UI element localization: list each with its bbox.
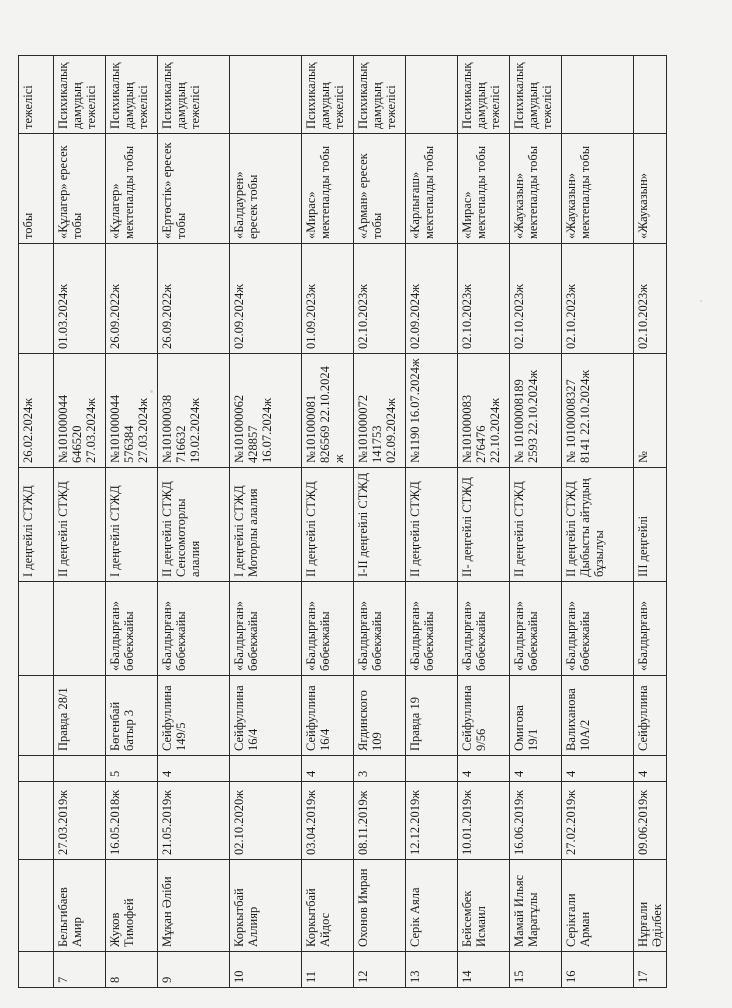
cell-date: 01.09.2023ж	[302, 244, 354, 354]
cell-note: Психикалық дамудың тежелісі	[458, 56, 510, 134]
cell-num: 10	[230, 952, 302, 988]
cell-doc: №101000044 646520 27.03.2024ж	[54, 354, 106, 468]
cell-date: 02.09.2024ж	[406, 244, 458, 354]
cell-fam: 4	[562, 756, 634, 782]
cell-garden: «Балдырған» бөбекжайы	[302, 582, 354, 676]
table-row	[406, 56, 458, 988]
cell-doc: №101000038 716632 19.02.2024ж	[158, 354, 230, 468]
cell-doc: №101000072 141753 02.09.2024ж	[354, 354, 406, 468]
cell-garden: «Балдырған» бөбекжайы	[458, 582, 510, 676]
header-cell	[19, 756, 54, 782]
cell-garden: «Балдырған» бөбекжайы	[158, 582, 230, 676]
cell-group: «Құлагер» ересек тобы	[54, 134, 106, 244]
cell-num: 7	[54, 952, 106, 988]
cell-date: 02.10.2023ж	[458, 244, 510, 354]
cell-name: Серікғали Арман	[562, 860, 634, 952]
cell-fam	[54, 756, 106, 782]
cell-date: 26.09.2022ж	[106, 244, 158, 354]
cell-note: Психикалық дамудың тежелісі	[158, 56, 230, 134]
cell-dob: 16.05.2018ж	[106, 782, 158, 860]
cell-date: 26.09.2022ж	[158, 244, 230, 354]
cell-num: 9	[158, 952, 230, 988]
cell-fam: 4	[634, 756, 667, 782]
cell-note: Психикалық дамудың тежелісі	[54, 56, 106, 134]
header-cell	[19, 860, 54, 952]
table-row	[562, 56, 634, 988]
cell-dob: 12.12.2019ж	[406, 782, 458, 860]
cell-addr: Сейфуллина	[634, 676, 667, 756]
cell-diag: II деңгейлі СТЖД Сенсомоторлы алалия	[158, 468, 230, 582]
cell-garden: «Балдырған»	[634, 582, 667, 676]
cell-addr: Омигова 19/1	[510, 676, 562, 756]
table-body	[54, 56, 667, 988]
cell-fam: 4	[510, 756, 562, 782]
cell-dob: 27.03.2019ж	[54, 782, 106, 860]
cell-diag: III деңгейлі	[634, 468, 667, 582]
cell-doc: №	[634, 354, 667, 468]
header-cell	[19, 676, 54, 756]
cell-note: Психикалық дамудың тежелісі	[106, 56, 158, 134]
cell-diag: II деңгейлі СТЖД	[510, 468, 562, 582]
header-cell-document-date: 26.02.2024ж	[19, 354, 54, 468]
cell-addr: Бөгенбай батыр 3	[106, 676, 158, 756]
cell-note	[634, 56, 667, 134]
cell-group: «Карлығаш» мектепалды тобы	[406, 134, 458, 244]
cell-group: «Жауказын» мектепалды тобы	[510, 134, 562, 244]
cell-dob: 09.06.2019ж	[634, 782, 667, 860]
cell-diag: II деңгейлі СТЖД Дыбысты айтудың бұзылуы	[562, 468, 634, 582]
table-row	[458, 56, 510, 988]
cell-addr: Сейфуллина 149/5	[158, 676, 230, 756]
table-row	[230, 56, 302, 988]
cell-addr: Сейфуллина 16/4	[230, 676, 302, 756]
cell-num: 12	[354, 952, 406, 988]
cell-diag: I-II деңгейлі СТЖД	[354, 468, 406, 582]
cell-addr: Правда 19	[406, 676, 458, 756]
cell-name: Мұқан Әліби	[158, 860, 230, 952]
cell-note: Психикалық дамудың тежелісі	[510, 56, 562, 134]
cell-fam	[230, 756, 302, 782]
scan-speck	[150, 390, 153, 393]
cell-dob: 03.04.2019ж	[302, 782, 354, 860]
cell-fam	[406, 756, 458, 782]
cell-date: 02.10.2023ж	[634, 244, 667, 354]
cell-name: Коркытбай Айдос	[302, 860, 354, 952]
cell-date: 01.03.2024ж	[54, 244, 106, 354]
cell-note: Психикалық дамудың тежелісі	[302, 56, 354, 134]
cell-num: 15	[510, 952, 562, 988]
cell-group: «Балдаурен» ересек тобы	[230, 134, 302, 244]
cell-garden: «Балдырған» бөбекжайы	[562, 582, 634, 676]
header-cell	[19, 582, 54, 676]
cell-garden: «Балдырған» бөбекжайы	[354, 582, 406, 676]
scan-speck	[700, 300, 702, 302]
header-cell	[19, 782, 54, 860]
cell-doc: № 10100008189 2593 22.10.2024ж	[510, 354, 562, 468]
cell-dob: 08.11.2019ж	[354, 782, 406, 860]
cell-date: 02.09.2024ж	[230, 244, 302, 354]
cell-dob: 10.01.2019ж	[458, 782, 510, 860]
cell-name: Бельгибаев Амир	[54, 860, 106, 952]
cell-garden: «Балдырған» бөбекжайы	[406, 582, 458, 676]
cell-date: 02.10.2023ж	[354, 244, 406, 354]
cell-diag: I деңгейлі СТЖД	[106, 468, 158, 582]
table-row	[354, 56, 406, 988]
cell-diag: II деңгейлі СТЖД	[406, 468, 458, 582]
cell-diag: I деңгейлі СТЖД Моторлы алалия	[230, 468, 302, 582]
header-cell-note: тежелісі	[19, 56, 54, 134]
cell-num: 8	[106, 952, 158, 988]
cell-note	[406, 56, 458, 134]
children-register-table	[18, 55, 667, 988]
cell-addr: Сейфуллина 16/4	[302, 676, 354, 756]
cell-dob: 16.06.2019ж	[510, 782, 562, 860]
cell-name: Бейсембек Исмаил	[458, 860, 510, 952]
cell-doc: №101000044 576384 27.03.2024ж	[106, 354, 158, 468]
cell-garden: «Балдырған» бөбекжайы	[106, 582, 158, 676]
cell-doc: №101000062 428857 16.07.2024ж	[230, 354, 302, 468]
header-cell	[19, 952, 54, 988]
cell-dob: 27.02.2019ж	[562, 782, 634, 860]
cell-diag: II деңгейлі СТЖД	[302, 468, 354, 582]
cell-group: «Жауказын» мектепалды тобы	[562, 134, 634, 244]
cell-group: «Мирас» мектепалды тобы	[458, 134, 510, 244]
cell-date: 02.10.2023ж	[562, 244, 634, 354]
cell-num: 13	[406, 952, 458, 988]
cell-addr: Ягдинского 109	[354, 676, 406, 756]
table-row	[510, 56, 562, 988]
cell-addr: Правда 28/1	[54, 676, 106, 756]
table-row	[106, 56, 158, 988]
cell-doc: №1190 16.07.2024ж	[406, 354, 458, 468]
cell-fam: 4	[302, 756, 354, 782]
scan-speck	[520, 980, 522, 982]
table-row	[302, 56, 354, 988]
cell-name: Серік Аяла	[406, 860, 458, 952]
cell-doc: № 10100008327 8141 22.10.2024ж	[562, 354, 634, 468]
cell-dob: 21.05.2019ж	[158, 782, 230, 860]
cell-garden	[54, 582, 106, 676]
cell-group: «Мирас» мектепалды тобы	[302, 134, 354, 244]
cell-group: «Ертөстік» ересек тобы	[158, 134, 230, 244]
cell-group: «Құлагер» мектепалды тобы	[106, 134, 158, 244]
cell-date: 02.10.2023ж	[510, 244, 562, 354]
cell-fam: 3	[354, 756, 406, 782]
cell-fam: 4	[458, 756, 510, 782]
cell-name: Нұрғали Әділбек	[634, 860, 667, 952]
header-cell	[19, 244, 54, 354]
cell-num: 16	[562, 952, 634, 988]
table-row	[158, 56, 230, 988]
header-cell-group: тобы	[19, 134, 54, 244]
table-row	[634, 56, 667, 988]
cell-group: «Арман» ересек тобы	[354, 134, 406, 244]
cell-num: 14	[458, 952, 510, 988]
cell-doc: №101000081 826569 22.10.2024 ж	[302, 354, 354, 468]
cell-dob: 02.10.2020ж	[230, 782, 302, 860]
cell-note: Психикалық дамудың тежелісі	[354, 56, 406, 134]
cell-addr: Валиханова 10А/2	[562, 676, 634, 756]
cell-note	[562, 56, 634, 134]
cell-name: Охонов Имран	[354, 860, 406, 952]
header-cell-diagnosis: I деңгейлі СТЖД	[19, 468, 54, 582]
cell-diag: II- деңгейлі СТЖД	[458, 468, 510, 582]
cell-garden: «Балдырған» бөбекжайы	[230, 582, 302, 676]
header-row	[19, 56, 54, 988]
cell-name: Мамай Ильяс Маратұлы	[510, 860, 562, 952]
cell-name: Коркытбай Аллияр	[230, 860, 302, 952]
cell-name: Жуков Тимофей	[106, 860, 158, 952]
cell-doc: №101000083 276476 22.10.2024ж	[458, 354, 510, 468]
cell-diag: II деңгейлі СТЖД	[54, 468, 106, 582]
cell-fam: 5	[106, 756, 158, 782]
cell-addr: Сейфуллина 9/56	[458, 676, 510, 756]
cell-group: «Жауказын»	[634, 134, 667, 244]
cell-garden: «Балдырған» бөбекжайы	[510, 582, 562, 676]
cell-num: 11	[302, 952, 354, 988]
cell-note	[230, 56, 302, 134]
cell-num: 17	[634, 952, 667, 988]
table-row	[54, 56, 106, 988]
cell-fam: 4	[158, 756, 230, 782]
